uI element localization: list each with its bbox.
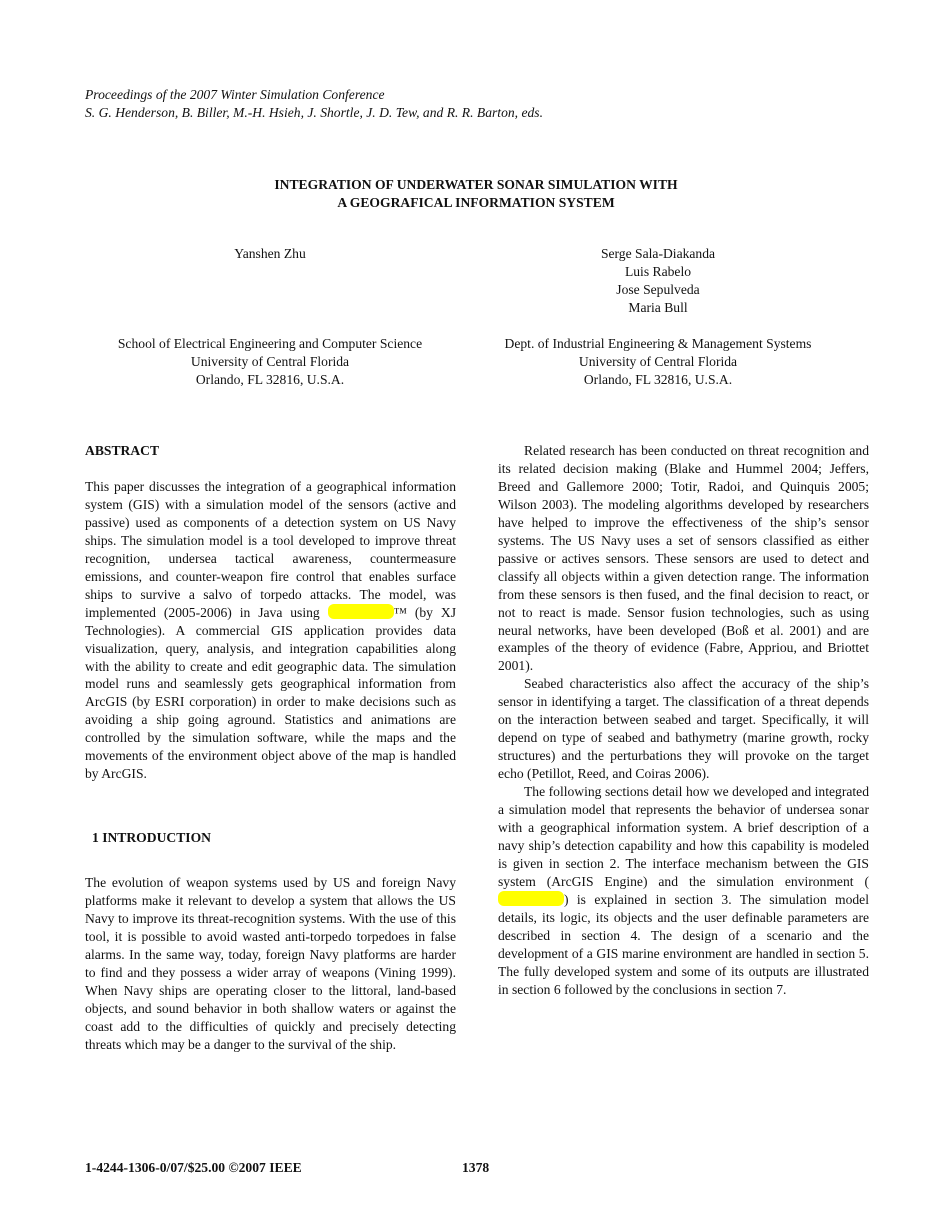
- author-name: Jose Sepulveda: [616, 282, 700, 297]
- author-names-right: [478, 245, 838, 317]
- affiliation-line: Dept. of Industrial Engineering & Management Systems: [504, 336, 812, 351]
- page-number: 1378: [462, 1160, 490, 1175]
- affiliation-right: [478, 335, 838, 389]
- abstract-body: [85, 478, 456, 783]
- author-name: Serge Sala-Diakanda: [600, 246, 716, 261]
- title-line-2: A GEOGRAFICAL INFORMATION SYSTEM: [337, 195, 615, 210]
- introduction-heading: 1 INTRODUCTION: [92, 830, 211, 845]
- seabed-paragraph: Seabed characteristics also affect the accuracy of the ship’s sensor in identifying a target. The classification of a threat depends on the interaction between seabed and target. Specifically, it will depend on type of seabed and bathymetry (marine growth, rocky structures) and the perturbations they will provoke on the target echo (Petillot, Reed, and Coiras 2006).: [498, 676, 869, 782]
- abstract-section: [85, 442, 456, 783]
- author-names-left: [85, 245, 455, 263]
- redacted-highlight: [328, 604, 394, 619]
- abstract-text-a: This paper discusses the integration of a geographical information system (GIS) with a simulation model of the sensors (active and passive) used as components of a detection system on US Navy ships. The simulation model is a tool developed to improve threat recognition, undersea tactical awareness, countermeasure emissions, and counter-weapon fire control that enables surface ships to survive a salvo of torpedo attacks. The model, was implemented (2005-2006) in Java using: [85, 479, 456, 620]
- author-name: Maria Bull: [628, 300, 688, 315]
- affiliation-line: Orlando, FL 32816, U.S.A.: [195, 372, 345, 387]
- header-line-1: Proceedings of the 2007 Winter Simulation Conference: [85, 87, 385, 102]
- title-line-1: INTEGRATION OF UNDERWATER SONAR SIMULATION WITH: [274, 177, 678, 192]
- affiliation-line: Orlando, FL 32816, U.S.A.: [583, 372, 733, 387]
- header-line-2: S. G. Henderson, B. Biller, M.-H. Hsieh, J. Shortle, J. D. Tew, and R. R. Barton, eds.: [85, 105, 543, 120]
- overview-text-a: The following sections detail how we developed and integrated a simulation model that represents the behavior of undersea sonar with a geographical information system. A brief description of a navy ship’s detection capability and how this capability is modeled is given in section 2. The interface mechanism between the GIS system (ArcGIS Engine) and the simulation environment (: [498, 784, 869, 889]
- affiliation-left: [85, 335, 455, 389]
- sections-overview-paragraph: [498, 783, 869, 998]
- paper-title: [0, 176, 952, 212]
- copyright-footer: 1-4244-1306-0/07/$25.00 ©2007 IEEE: [85, 1160, 302, 1175]
- redacted-highlight: [498, 891, 564, 906]
- affiliation-line: University of Central Florida: [190, 354, 350, 369]
- overview-text-b: ) is explained in section 3. The simulation model details, its logic, its objects and the user definable parameters are described in section 4. The design of a scenario and the development of a GIS marine environment are handled in section 5. The fully developed system and some of its outputs are illustrated in section 6 followed by the conclusions in section 7.: [498, 891, 869, 997]
- related-research-paragraph: Related research has been conducted on threat recognition and its related decision making (Blake and Hummel 2004; Jeffers, Breed and Gallemore 2000; Totir, Radoi, and Quinquis 2005; Wilson 2003). The modeling algorithms developed by researchers have helped to improve the effectiveness of the ship’s sensor systems. The US Navy uses a set of sensors classified as either passive or actives sensors. These sensors are used to detect and classify all objects within a given detection range. The information from these sensors is then fused, and the final decision to react, or not to react is made. Sensor fusion technologies, such as using neural networks, have been developed (Boß et al. 2001) and are examples of the theory of evidence (Fabre, Appriou, and Briottet 2001).: [498, 443, 869, 674]
- author-name: Luis Rabelo: [624, 264, 692, 279]
- introduction-body: The evolution of weapon systems used by US and foreign Navy platforms make it relevant to develop a system that allows the US Navy to improve its threat-recognition systems. With the use of this tool, it is possible to avoid wasted anti-torpedo torpedoes in false alarms. In the same way, today, foreign Navy platforms are harder to find and they possess a wider array of weapons (Vining 1999). When Navy ships are operating closer to the littoral, land-based objects, and sound behavior in both shallow waters or against the coast add to the difficulties of quickly and precisely detecting threats which may be a danger to the survival of the ship.: [85, 875, 456, 1052]
- affiliation-line: University of Central Florida: [578, 354, 738, 369]
- abstract-text-b: ™ (by XJ Technologies). A commercial GIS application provides data visualization, query, analysis, and integration capabilities along with the ability to create and edit geographic data. The simulation model runs and seamlessly gets geographical information from ArcGIS (by ESRI corporation) in order to make decisions such as avoiding a ship going aground. Statistics and animations are controlled by the simulation software, while the maps and the movements of the environment object above of the map is handled by ArcGIS.: [85, 604, 456, 782]
- affiliation-line: School of Electrical Engineering and Computer Science: [117, 336, 423, 351]
- author-name: Yanshen Zhu: [234, 246, 306, 261]
- proceedings-header: [85, 86, 543, 122]
- right-column: [498, 442, 869, 999]
- introduction-section: [85, 829, 456, 1054]
- abstract-heading: ABSTRACT: [85, 443, 160, 458]
